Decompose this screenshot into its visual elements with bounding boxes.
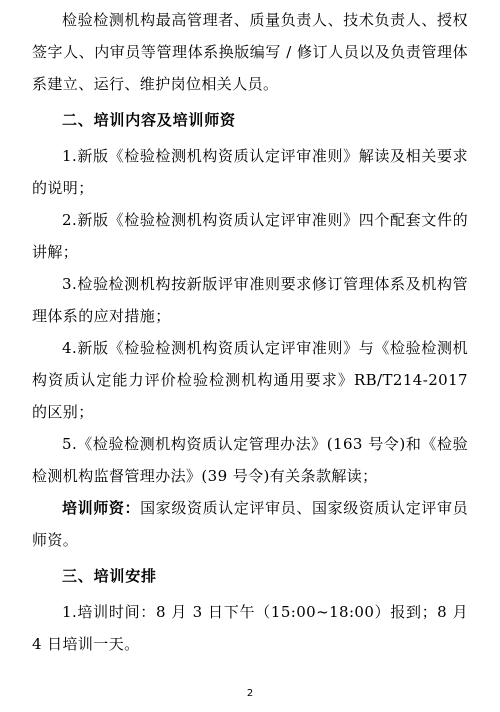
trainers-paragraph	[32, 492, 468, 556]
section-2-heading: 二、培训内容及培训师资	[62, 111, 236, 129]
intro-paragraph: 检验检测机构最高管理者、质量负责人、技术负责人、授权签字人、内审员等管理体系换版编写 / 修订人员以及负责管理体系建立、运行、维护岗位相关人员。	[32, 11, 468, 93]
training-content-item: 3.检验检测机构按新版评审准则要求修订管理体系及机构管理体系的应对措施；	[32, 275, 468, 325]
page-number: 2	[246, 688, 254, 699]
training-schedule-item: 1.培训时间：8 月 3 日下午（15:00~18:00）报到；8 月 4 日培训一天。	[32, 603, 468, 653]
training-content-item: 1.新版《检验检测机构资质认定评审准则》解读及相关要求的说明；	[32, 147, 468, 197]
training-content-item: 4.新版《检验检测机构资质认定评审准则》与《检验检测机构资质认定能力评价检验检测机构通用要求》RB/T214-2017的区别；	[32, 339, 468, 421]
training-content-item: 2.新版《检验检测机构资质认定评审准则》四个配套文件的讲解；	[32, 211, 468, 261]
trainers-label: 培训师资：	[62, 499, 141, 517]
section-3-heading: 三、培训安排	[62, 567, 157, 585]
training-content-item: 5.《检验检测机构资质认定管理办法》(163 号令)和《检验检测机构监督管理办法》(39 号令)有关条款解读；	[32, 435, 468, 485]
trainers-text: 国家级资质认定评审员、国家级资质认定评审员师资。	[32, 499, 468, 549]
